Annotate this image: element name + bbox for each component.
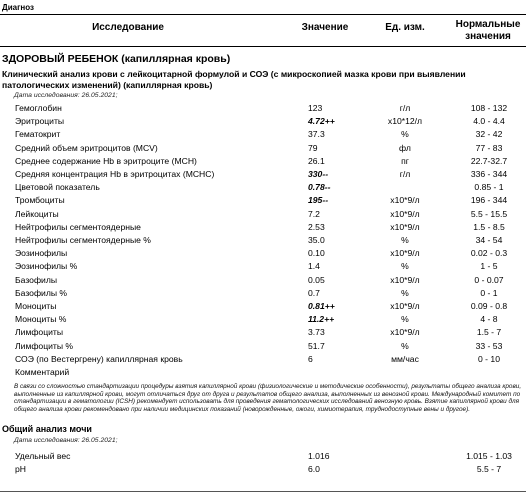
header-unit: Ед. изм. xyxy=(385,22,425,33)
result-name: Среднее содержание Hb в эритроците (MCH) xyxy=(15,155,197,166)
result-norm: 1.5 - 8.5 xyxy=(473,221,505,232)
result-name: Базофилы xyxy=(15,274,58,285)
result-name: Эозинофилы % xyxy=(15,261,78,272)
result-unit: x10*9/л xyxy=(390,221,420,232)
result-value: 0.05 xyxy=(308,274,325,285)
result-name: Комментарий xyxy=(15,367,70,377)
result-value: 6.0 xyxy=(308,464,320,474)
result-norm: 0 - 1 xyxy=(480,287,498,298)
result-unit: г/л xyxy=(399,169,411,179)
table-row xyxy=(0,103,526,115)
table-row xyxy=(0,143,526,155)
table-row xyxy=(0,301,526,313)
result-value: 123 xyxy=(308,103,323,113)
result-name: Нейтрофилы сегментоядерные % xyxy=(15,235,151,245)
table-row xyxy=(0,209,526,221)
diagnosis-label: Диагноз xyxy=(2,3,34,12)
table-row xyxy=(0,327,526,339)
result-name: pH xyxy=(15,464,26,474)
result-value: 1.4 xyxy=(308,261,320,272)
header-test: Исследование xyxy=(92,22,164,33)
table-row xyxy=(0,195,526,207)
result-name: Средний объем эритроцитов (MCV) xyxy=(15,142,158,153)
result-unit: % xyxy=(401,261,409,272)
result-value: 330-- xyxy=(308,169,329,179)
result-value: 195-- xyxy=(308,195,329,206)
table-row xyxy=(0,275,526,287)
result-norm: 196 - 344 xyxy=(470,195,508,206)
result-norm: 22.7-32.7 xyxy=(470,155,508,166)
bottom-divider xyxy=(0,491,526,492)
result-name: Моноциты % xyxy=(15,314,67,325)
result-value: 2.53 xyxy=(308,221,325,232)
result-norm: 33 - 53 xyxy=(475,340,503,351)
result-norm: 1.015 - 1.03 xyxy=(466,451,512,461)
header-norm-line2: значения xyxy=(465,31,511,42)
table-row xyxy=(0,464,526,476)
table-row xyxy=(0,116,526,128)
result-value: 0.78-- xyxy=(308,182,331,193)
result-norm: 4 - 8 xyxy=(480,314,498,325)
table-row xyxy=(0,354,526,366)
table-row xyxy=(0,248,526,260)
result-value: 51.7 xyxy=(308,340,325,351)
result-norm: 1.5 - 7 xyxy=(476,327,502,338)
table-row xyxy=(0,341,526,353)
group-title: ЗДОРОВЫЙ РЕБЕНОК (капиллярная кровь) xyxy=(2,53,231,65)
result-unit: фл xyxy=(399,142,411,153)
result-value: 7.2 xyxy=(308,208,320,219)
result-unit: % xyxy=(401,340,409,351)
result-norm: 34 - 54 xyxy=(475,235,503,245)
header-norm-line1: Нормальные xyxy=(455,19,521,30)
result-unit: пг xyxy=(401,155,409,166)
result-norm: 77 - 83 xyxy=(475,142,503,153)
result-value: 26.1 xyxy=(308,155,325,166)
result-value: 1.016 xyxy=(308,451,330,461)
header-value: Значение xyxy=(301,22,349,33)
result-norm: 5.5 - 7 xyxy=(476,464,502,474)
result-unit: x10*12/л xyxy=(387,116,423,127)
result-unit: % xyxy=(401,314,409,325)
result-norm: 1 - 5 xyxy=(480,261,498,272)
result-value: 0.81++ xyxy=(308,301,335,311)
table-row xyxy=(0,314,526,326)
result-name: Средняя концентрация Hb в эритроцитах (MCHC) xyxy=(15,169,215,179)
table-row xyxy=(0,156,526,168)
cbc-date: Дата исследования: 26.05.2021; xyxy=(14,92,118,99)
result-name: Эозинофилы xyxy=(15,248,68,259)
result-unit: % xyxy=(401,129,409,140)
result-norm: 0 - 0.07 xyxy=(474,274,504,285)
result-name: Лимфоциты xyxy=(15,327,64,338)
result-name: Гематокрит xyxy=(15,129,61,140)
table-row xyxy=(0,451,526,463)
result-name: Удельный вес xyxy=(15,451,71,461)
result-unit: % xyxy=(401,235,409,245)
result-value: 0.10 xyxy=(308,248,325,259)
result-value: 11.2++ xyxy=(308,314,335,325)
header-norm xyxy=(450,19,526,43)
result-value: 4.72++ xyxy=(308,116,335,127)
result-unit: x10*9/л xyxy=(390,195,420,206)
urine-section-title: Общий анализ мочи xyxy=(2,424,92,434)
result-norm: 108 - 132 xyxy=(470,103,508,113)
result-norm: 4.0 - 4.4 xyxy=(473,116,505,127)
result-value: 6 xyxy=(308,353,313,364)
table-row xyxy=(0,261,526,273)
result-unit: x10*9/л xyxy=(390,274,420,285)
result-name: Лейкоциты xyxy=(15,208,59,219)
result-norm: 0.09 - 0.8 xyxy=(470,301,508,311)
result-norm: 0.02 - 0.3 xyxy=(470,248,508,259)
cbc-comment: В связи со сложностью стандартизации процедуры взятия капиллярной крови (физиологические и методические особенности), результаты общего анализа крови, выполненные из капиллярной крови, могут отличаться друг от друга и результатов общего анализа, выполненных из венозной крови. Международный комитет по стандартизации в гематологии (ICSH) рекомендует использовать для проведения гематологических исследований венозную кровь. Взятие капиллярной крови для общего анализа крови рекомендовано при наличии медицинских показаний (новорожденные, ожоги, химиотерапия, труднодоступные вены и другое). xyxy=(14,383,522,413)
result-name: Лимфоциты % xyxy=(15,340,74,351)
result-norm: 5.5 - 15.5 xyxy=(470,208,508,219)
result-name: Нейтрофилы сегментоядерные xyxy=(15,221,141,232)
result-norm: 336 - 344 xyxy=(470,169,508,179)
result-name: Моноциты xyxy=(15,301,57,311)
result-value: 79 xyxy=(308,142,318,153)
result-norm: 32 - 42 xyxy=(475,129,503,140)
table-row xyxy=(0,222,526,234)
result-norm: 0 - 10 xyxy=(478,353,500,364)
table-row xyxy=(0,129,526,141)
table-row xyxy=(0,288,526,300)
result-name: Гемоглобин xyxy=(15,103,62,113)
result-unit: x10*9/л xyxy=(390,248,420,259)
result-norm: 0.85 - 1 xyxy=(474,182,504,193)
table-row xyxy=(0,367,526,379)
result-unit: % xyxy=(401,287,409,298)
table-header xyxy=(0,14,526,47)
result-unit: x10*9/л xyxy=(390,327,420,338)
table-row xyxy=(0,169,526,181)
result-value: 3.73 xyxy=(308,327,325,338)
result-unit: x10*9/л xyxy=(390,208,420,219)
result-name: Тромбоциты xyxy=(15,195,65,206)
result-unit: x10*9/л xyxy=(390,301,420,311)
result-value: 35.0 xyxy=(308,235,325,245)
result-name: Цветовой показатель xyxy=(15,182,100,193)
cbc-section-title: Клинический анализ крови с лейкоцитарной формулой и СОЭ (с микроскопией мазка крови при выявлении патологических изменений) (капиллярная кровь) xyxy=(2,69,466,90)
urine-date: Дата исследования: 26.05.2021; xyxy=(14,437,118,444)
result-value: 0.7 xyxy=(308,287,320,298)
table-row xyxy=(0,182,526,194)
result-unit: г/л xyxy=(399,103,411,113)
result-unit: мм/час xyxy=(391,353,419,364)
result-name: Эритроциты xyxy=(15,116,65,127)
table-row xyxy=(0,235,526,247)
result-name: Базофилы % xyxy=(15,287,68,298)
result-value: 37.3 xyxy=(308,129,325,140)
result-name: СОЭ (по Вестергрену) капиллярная кровь xyxy=(15,353,183,364)
